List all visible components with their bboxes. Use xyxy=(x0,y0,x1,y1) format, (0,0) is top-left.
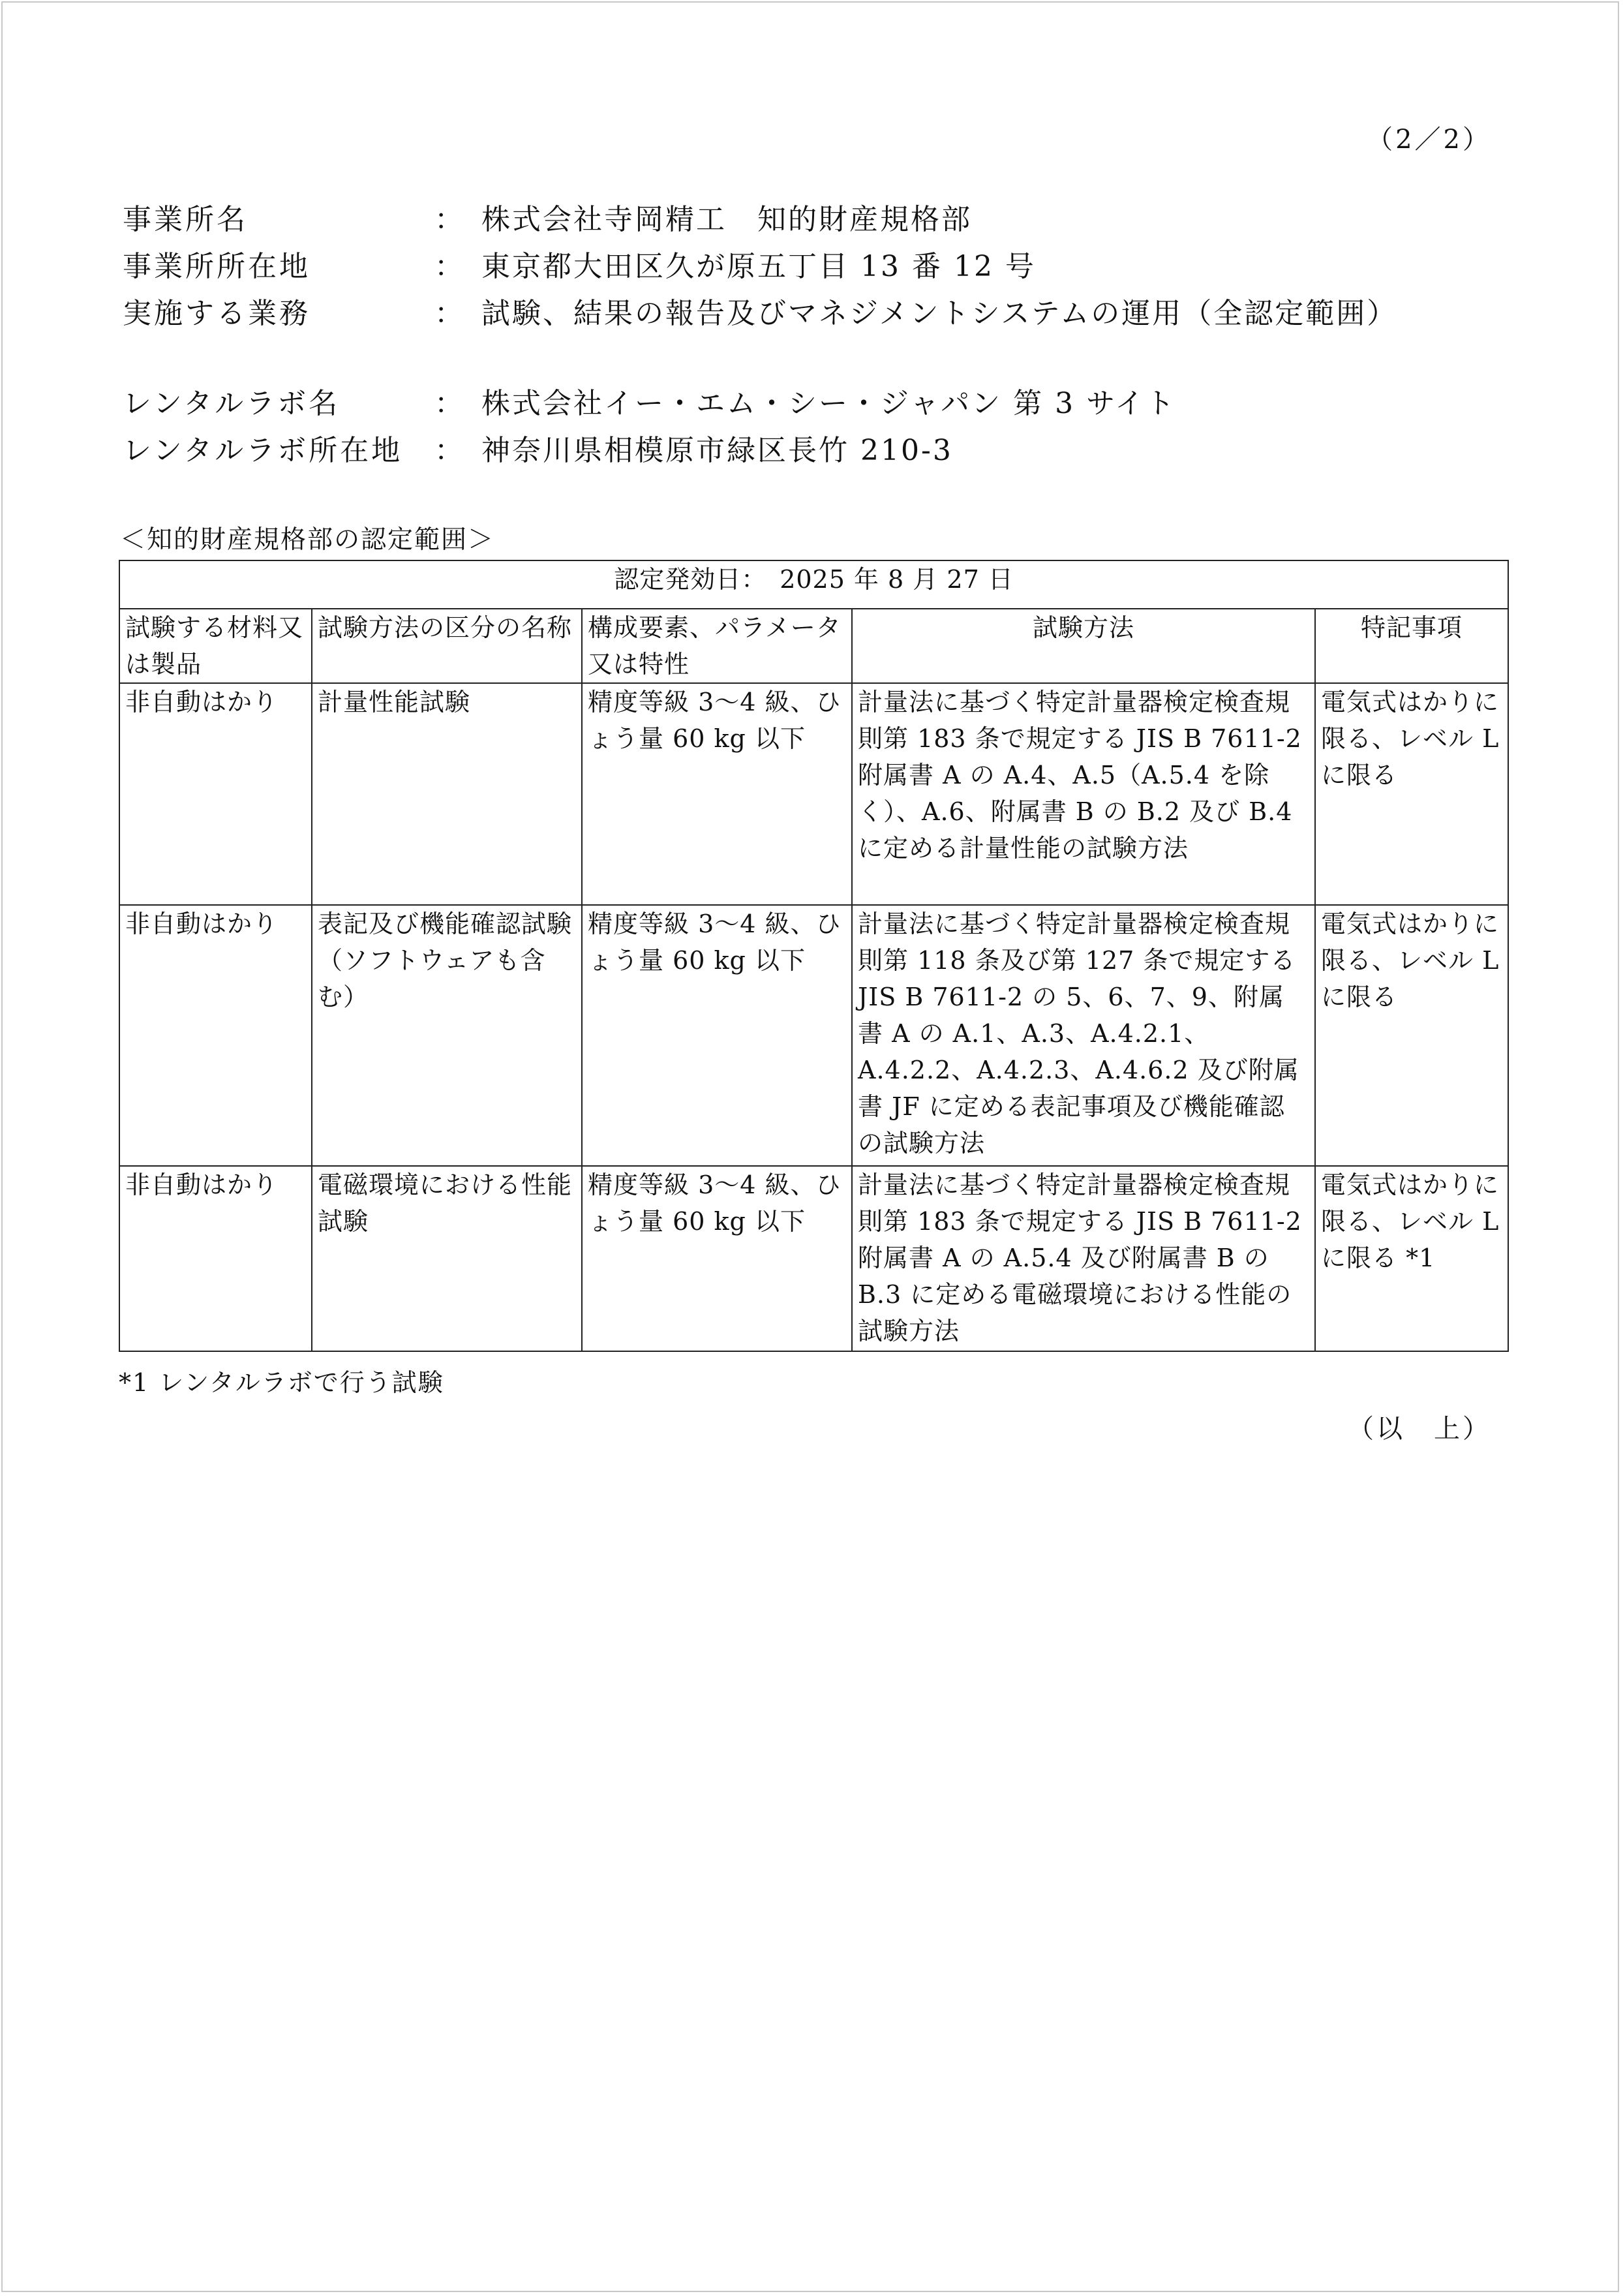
table-header-row xyxy=(119,609,1508,683)
header-component: 構成要素、パラメータ又は特性 xyxy=(582,609,852,683)
colon: ： xyxy=(434,434,463,467)
cell-method-category: 電磁環境における性能試験 xyxy=(312,1166,582,1351)
lab-address-value: 神奈川県相模原市緑区長竹 210-3 xyxy=(481,434,953,467)
lab-name-label: レンタルラボ名 xyxy=(123,387,341,420)
colon: ： xyxy=(434,250,463,283)
cell-material: 非自動はかり xyxy=(119,683,312,905)
cell-component: 精度等級 3～4 級、ひょう量 60 kg 以下 xyxy=(582,683,852,905)
header-material: 試験する材料又は製品 xyxy=(119,609,312,683)
colon: ： xyxy=(434,203,463,236)
cert-date-row xyxy=(119,560,1508,609)
header-test-method: 試験方法 xyxy=(852,609,1315,683)
cell-notes: 電気式はかりに限る、レベル L に限る xyxy=(1315,683,1508,905)
cell-material: 非自動はかり xyxy=(119,905,312,1166)
accreditation-scope-table xyxy=(119,560,1509,1352)
table-row xyxy=(119,905,1508,1166)
header-notes: 特記事項 xyxy=(1315,609,1508,683)
lab-address-label: レンタルラボ所在地 xyxy=(123,434,403,467)
office-name-value: 株式会社寺岡精工 知的財産規格部 xyxy=(481,203,972,236)
cert-date: 認定発効日： 2025 年 8 月 27 日 xyxy=(119,560,1508,609)
business-label: 実施する業務 xyxy=(123,297,311,330)
office-address-value: 東京都大田区久が原五丁目 13 番 12 号 xyxy=(481,250,1036,283)
table-row xyxy=(119,1166,1508,1351)
cell-method-category: 計量性能試験 xyxy=(312,683,582,905)
cell-notes: 電気式はかりに限る、レベル L に限る xyxy=(1315,905,1508,1166)
footnote: *1 レンタルラボで行う試験 xyxy=(119,1368,444,1397)
lab-name-value: 株式会社イー・エム・シー・ジャパン 第 3 サイト xyxy=(481,387,1176,420)
cell-component: 精度等級 3～4 級、ひょう量 60 kg 以下 xyxy=(582,905,852,1166)
office-address-label: 事業所所在地 xyxy=(123,250,311,283)
cell-test-method: 計量法に基づく特定計量器検定検査規則第 183 条で規定する JIS B 7611-2 附属書 A の A.4、A.5（A.5.4 を除く）、A.6、附属書 B の B.2 及び B.4 に定める計量性能の試験方法 xyxy=(852,683,1315,905)
cell-method-category: 表記及び機能確認試験（ソフトウェアも含む） xyxy=(312,905,582,1166)
cell-component: 精度等級 3～4 級、ひょう量 60 kg 以下 xyxy=(582,1166,852,1351)
colon: ： xyxy=(434,387,463,420)
office-name-label: 事業所名 xyxy=(123,203,248,236)
cell-test-method: 計量法に基づく特定計量器検定検査規則第 118 条及び第 127 条で規定する JIS B 7611-2 の 5、6、7、9、附属書 A の A.1、A.3、A.4.2.1、A.4.2.2、A.4.2.3、A.4.6.2 及び附属書 JF に定める表記事項及び機能確認の試験方法 xyxy=(852,905,1315,1166)
scope-heading: ＜知的財産規格部の認定範囲＞ xyxy=(120,525,495,555)
table-row xyxy=(119,683,1508,905)
colon: ： xyxy=(434,297,463,330)
cell-test-method: 計量法に基づく特定計量器検定検査規則第 183 条で規定する JIS B 7611-2 附属書 A の A.5.4 及び附属書 B の B.3 に定める電磁環境における性能の試験方法 xyxy=(852,1166,1315,1351)
page-number: （2／2） xyxy=(1367,125,1491,155)
cell-notes: 電気式はかりに限る、レベル L に限る *1 xyxy=(1315,1166,1508,1351)
closing-mark: （以 上） xyxy=(1348,1414,1491,1444)
business-value: 試験、結果の報告及びマネジメントシステムの運用（全認定範囲） xyxy=(481,297,1398,330)
header-method-category: 試験方法の区分の名称 xyxy=(312,609,582,683)
cell-material: 非自動はかり xyxy=(119,1166,312,1351)
